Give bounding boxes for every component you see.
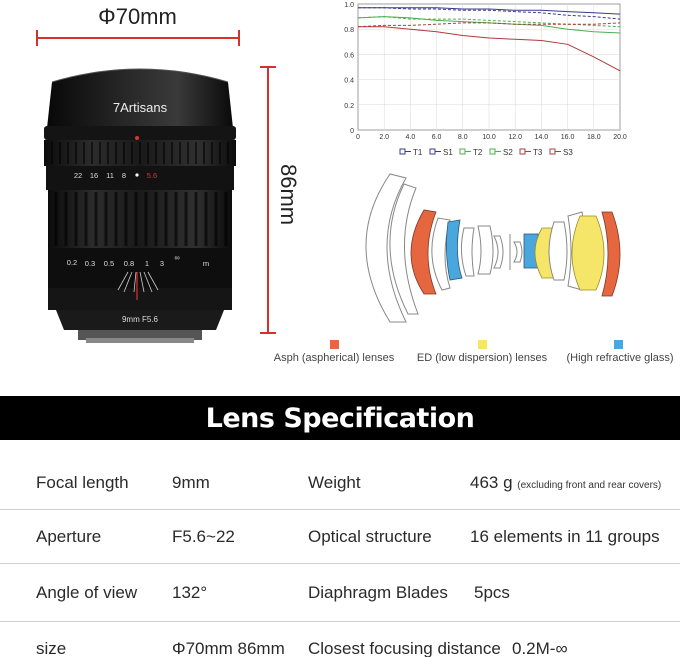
mtf-legend-label: T2	[473, 148, 483, 157]
mtf-y-tick-label: 0.8	[344, 27, 354, 35]
spec-value: F5.6~22	[172, 527, 235, 546]
spec-value: 16 elements in 11 groups	[470, 527, 660, 546]
width-cap-left	[36, 30, 38, 46]
aperture-mark: 22	[73, 171, 83, 180]
spec-value: 132°	[172, 583, 208, 602]
distance-mark: 0.8	[123, 259, 135, 268]
mtf-x-ticks	[356, 134, 627, 141]
spec-key: Focal length	[36, 473, 129, 492]
legend-asph-swatch	[330, 340, 339, 349]
spec-value	[470, 456, 661, 510]
spec-banner	[0, 396, 680, 440]
spec-note: (excluding front and rear covers)	[517, 480, 662, 491]
mtf-legend-item	[400, 148, 423, 157]
spec-title: Lens Specification	[205, 402, 475, 434]
aperture-mark: 16	[89, 171, 99, 180]
mtf-legend-item	[460, 148, 483, 157]
mtf-x-tick-label: 18.0	[586, 134, 601, 141]
mtf-legend	[400, 148, 573, 157]
legend-ed-swatch	[478, 340, 487, 349]
spec-value-text: 463 g	[470, 473, 513, 492]
width-cap-right	[238, 30, 240, 46]
lens-product-image	[30, 60, 250, 345]
spec-key: Diaphragm Blades	[308, 583, 448, 602]
legend-hr-swatch	[614, 340, 623, 349]
height-label: 86mm	[276, 164, 301, 226]
mtf-x-tick-label: 14.0	[534, 134, 549, 141]
mtf-y-tick-label: 1.0	[344, 2, 354, 9]
spec-value: 0.2M-∞	[512, 639, 568, 657]
spec-value: Φ70mm 86mm	[172, 639, 285, 657]
lens-brand-text: 7Artisans	[112, 100, 168, 115]
width-dimension-line	[36, 37, 240, 39]
mtf-x-tick-label: 12.0	[508, 134, 523, 141]
spec-key: Weight	[308, 473, 361, 492]
mtf-legend-label: S3	[563, 148, 573, 157]
mtf-y-tick-label: 0.4	[344, 77, 354, 85]
mtf-legend-marker	[460, 149, 465, 154]
distance-mark: ∞	[174, 253, 180, 262]
mtf-x-tick-label: 6.0	[431, 134, 442, 141]
mtf-legend-marker	[550, 149, 555, 154]
mtf-legend-item	[490, 148, 513, 157]
spec-row	[0, 622, 680, 657]
legend-asph-label: Asph (aspherical) lenses	[273, 352, 395, 364]
mtf-x-tick-label: 4.0	[405, 134, 416, 141]
distance-mark: 0.2	[66, 258, 78, 267]
height-cap-top	[260, 66, 276, 68]
legend-hr	[562, 340, 678, 364]
spec-value: 5pcs	[474, 583, 510, 602]
width-label: Φ70mm	[98, 4, 177, 29]
mtf-legend-marker	[430, 149, 435, 154]
optical-construction-diagram	[350, 172, 670, 332]
spec-table	[0, 456, 680, 657]
lens-model-text: 9mm F5.6	[121, 315, 159, 324]
mtf-y-tick-label: 0.6	[344, 52, 354, 60]
spec-key: Closest focusing distance	[308, 639, 501, 657]
mtf-x-tick-label: 16.0	[560, 134, 575, 141]
height-dimension	[255, 64, 305, 336]
distance-mark: 0.3	[84, 259, 96, 268]
mtf-x-tick-label: 8.0	[457, 134, 468, 141]
spec-row	[0, 510, 680, 564]
mtf-legend-label: T1	[413, 148, 423, 157]
mtf-y-tick-label: 0	[350, 128, 354, 135]
aperture-mark: 8	[121, 171, 127, 180]
mtf-legend-marker	[490, 149, 495, 154]
height-dimension-line	[267, 66, 269, 334]
mtf-legend-label: S1	[443, 148, 453, 157]
legend-ed	[412, 340, 552, 364]
mtf-y-tick-label: 0.2	[344, 102, 354, 110]
height-cap-bottom	[260, 332, 276, 334]
spec-row	[0, 456, 680, 510]
width-dimension	[30, 4, 245, 44]
mtf-legend-item	[430, 148, 453, 157]
mtf-x-tick-label: 20.0	[613, 134, 627, 141]
aperture-mark: 5.6	[146, 171, 158, 180]
spec-key: Optical structure	[308, 527, 432, 546]
lens-legend	[270, 340, 680, 376]
distance-mark: 1	[144, 259, 150, 268]
spec-key: size	[36, 639, 67, 657]
mtf-legend-marker	[400, 149, 405, 154]
spec-key: Angle of view	[36, 583, 138, 602]
spec-row	[0, 564, 680, 622]
mtf-legend-item	[550, 148, 573, 157]
legend-asph	[270, 340, 398, 364]
spec-value: 9mm	[172, 473, 210, 492]
mtf-legend-item	[520, 148, 543, 157]
mtf-legend-label: T3	[533, 148, 543, 157]
legend-ed-label: ED (low dispersion) lenses	[416, 352, 548, 364]
mtf-x-tick-label: 2.0	[379, 134, 390, 141]
mtf-x-tick-label: 10.0	[482, 134, 496, 141]
aperture-mark: 11	[106, 171, 114, 180]
distance-unit: m	[202, 259, 210, 268]
mtf-x-tick-label: 0	[356, 134, 360, 141]
mtf-chart	[330, 0, 630, 162]
spec-key: Aperture	[36, 527, 102, 546]
distance-mark: 0.5	[103, 259, 115, 268]
mtf-legend-label: S2	[503, 148, 513, 157]
mtf-legend-marker	[520, 149, 525, 154]
legend-hr-label: (High refractive glass)	[566, 352, 674, 364]
mtf-y-ticks	[344, 2, 354, 135]
distance-mark: 3	[159, 259, 165, 268]
